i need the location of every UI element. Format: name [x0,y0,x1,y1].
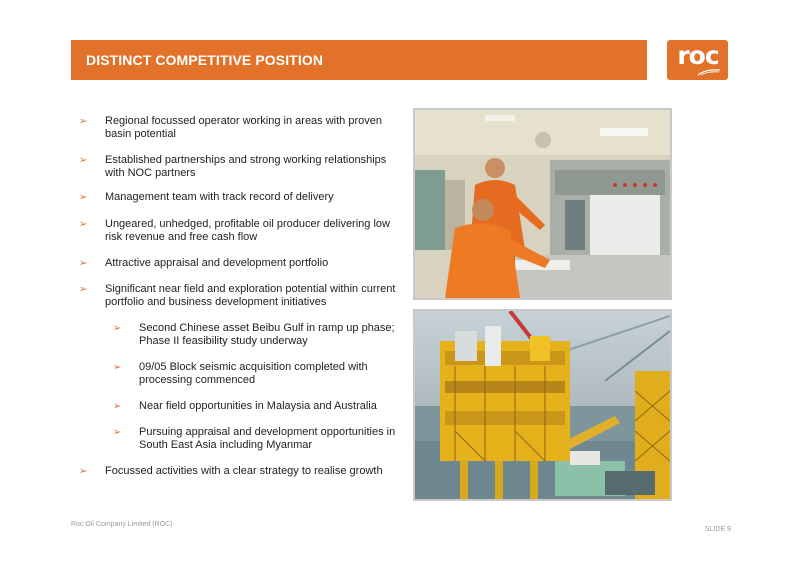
arrow-bullet-icon: ➢ [79,116,88,127]
slide-title: DISTINCT COMPETITIVE POSITION [86,52,324,68]
bullet-text: Management team with track record of delivery [105,191,334,203]
slide-number: SLIDE 9 [705,526,732,533]
sub-bullet-text: Second Chinese asset Beibu Gulf in ramp up phase; Phase II feasibility study underway [139,322,395,347]
arrow-bullet-icon: ➢ [79,466,88,477]
arrow-bullet-icon: ➢ [113,401,122,412]
logo-text: roc [677,41,719,70]
bullet-text: Attractive appraisal and development portfolio [105,257,329,269]
arrow-bullet-icon: ➢ [79,192,88,203]
sub-bullet-text: Pursuing appraisal and development opportunities in South East Asia including Myanmar [139,426,396,451]
offshore-platform-photo [413,309,672,501]
arrow-bullet-icon: ➢ [113,323,122,334]
bullet-text: Significant near field and exploration potential within current portfolio and business development initiatives [105,283,396,308]
logo-swoosh-icon [697,68,721,76]
bullet-text: Regional focussed operator working in areas with proven basin potential [105,115,382,140]
sub-bullet-text: Near field opportunities in Malaysia and Australia [139,400,377,412]
arrow-bullet-icon: ➢ [79,258,88,269]
control-room-photo [413,108,672,300]
arrow-bullet-icon: ➢ [79,284,88,295]
footer-company: Roc Oil Company Limited (ROC) [71,521,173,528]
sub-bullet-text: 09/05 Block seismic acquisition completed with processing commenced [139,361,368,386]
control-room-illustration [415,110,670,298]
bullet-text: Established partnerships and strong working relationships with NOC partners [105,154,387,179]
bullet-text: Focussed activities with a clear strategy to realise growth [105,465,383,477]
arrow-bullet-icon: ➢ [113,427,122,438]
title-bar [71,40,647,80]
arrow-bullet-icon: ➢ [79,219,88,230]
arrow-bullet-icon: ➢ [113,362,122,373]
offshore-platform-illustration [415,311,670,499]
roc-logo [667,40,728,80]
bullet-text: Ungeared, unhedged, profitable oil producer delivering low risk revenue and free cash flow [105,218,390,243]
arrow-bullet-icon: ➢ [79,155,88,166]
